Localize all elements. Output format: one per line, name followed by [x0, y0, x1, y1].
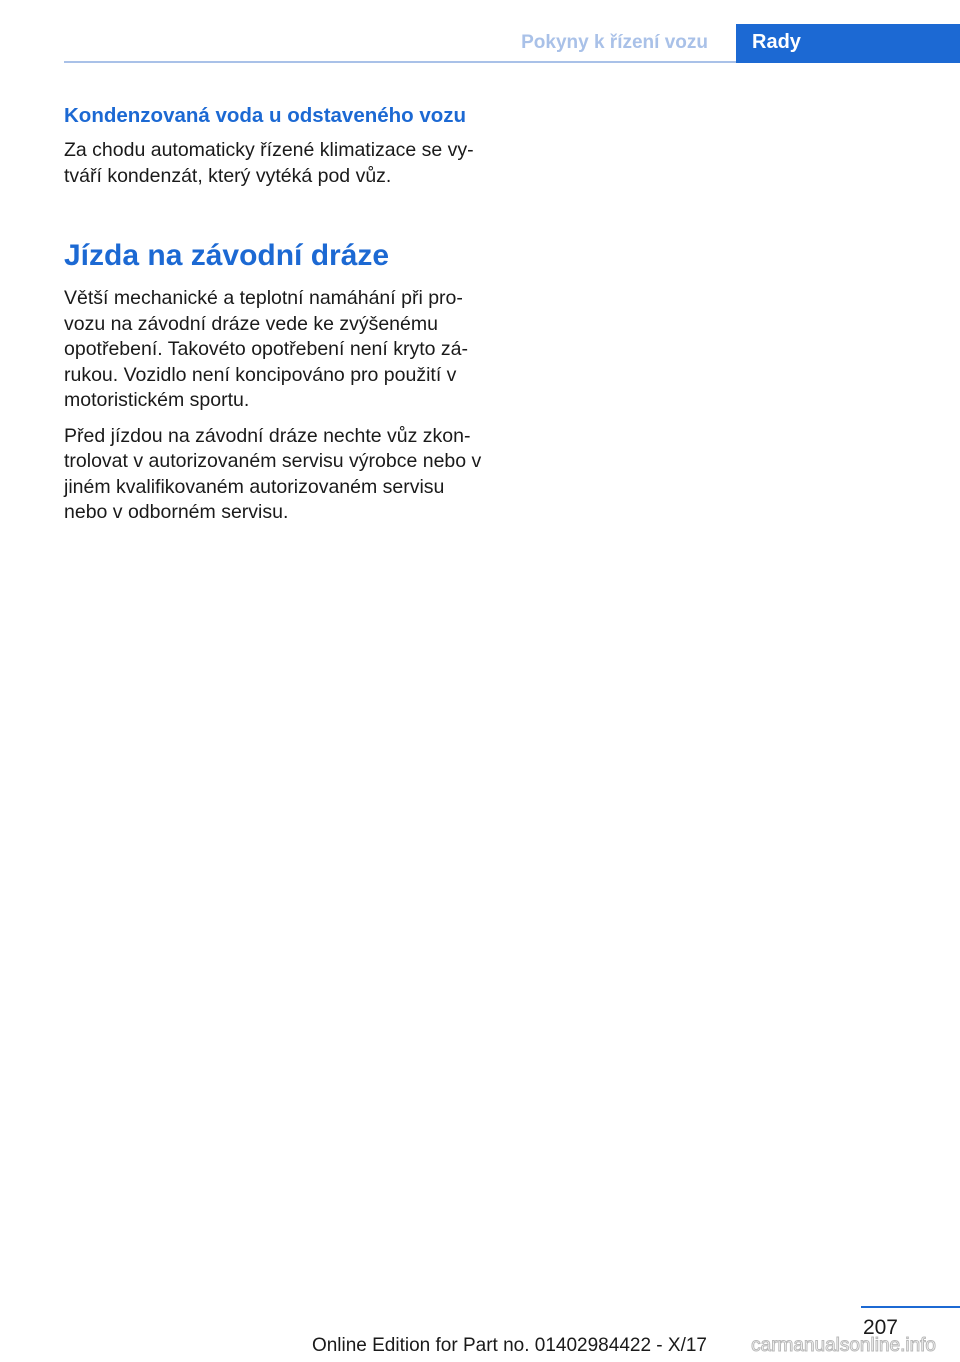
paragraph-race-track-wear: Větší mechanické a teplotní namáhání při pro‐vozu na závodní dráze vede ke zvýšenému opotřebení. Takovéto opotřebení není kryto zá‐rukou. Vozidlo není koncipováno pro použití v motoristickém sportu. [64, 287, 468, 411]
footer-rule [861, 1306, 960, 1308]
page-number: 207 [862, 1316, 898, 1339]
heading-race-track: Jízda na závodní dráze [64, 239, 390, 272]
header-section-title: Pokyny k řízení vozu [521, 32, 708, 53]
header-chapter-tab: Rady [736, 24, 960, 63]
paragraph-race-track-service: Před jízdou na závodní dráze nechte vůz zkon‐trolovat v autorizovaném servisu výrobce nebo v jiném kvalifikovaném autorizovaném servisu nebo v odborném servisu. [64, 424, 482, 523]
footer-edition: Online Edition for Part no. 01402984422 - X/17 [311, 1335, 707, 1356]
page-header [64, 24, 960, 63]
paragraph-condensation: Za chodu automaticky řízené klimatizace se vy‐tváří kondenzát, který vytéká pod vůz. [64, 139, 474, 187]
watermark: carmanualsonline.info [751, 1335, 936, 1356]
main-content [64, 103, 484, 526]
subheading-condensation: Kondenzovaná voda u odstaveného vozu [64, 104, 467, 127]
